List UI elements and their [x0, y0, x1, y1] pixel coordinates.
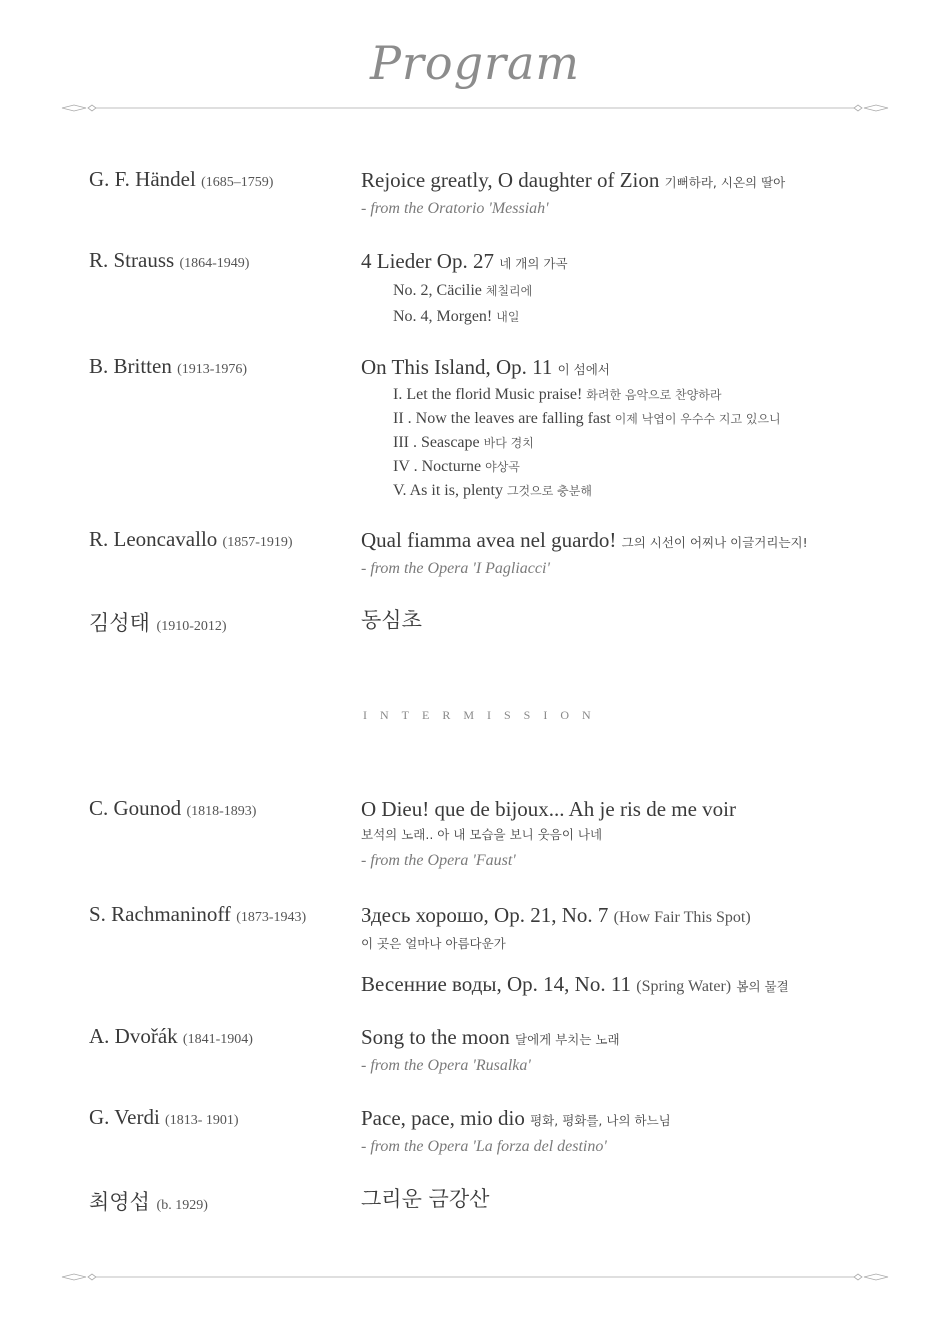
work: [361, 1024, 921, 1079]
work-source: - from the Opera 'La forza del destino': [361, 1138, 607, 1155]
work-source: - from the Opera 'Rusalka': [361, 1057, 531, 1074]
composer-years: (b. 1929): [156, 1198, 208, 1213]
composer: A. Dvořák (1841-1904): [89, 1024, 253, 1048]
work-title-korean: 달에게 부치는 노래: [515, 1032, 620, 1047]
work: [361, 248, 921, 329]
work: [361, 607, 921, 633]
composer: R. Leoncavallo (1857-1919): [89, 527, 293, 551]
work: [361, 902, 921, 1000]
movement: No. 2, Cäcilie 체칠리에: [393, 282, 533, 299]
composer: C. Gounod (1818-1893): [89, 796, 257, 820]
work-source: - from the Oratorio 'Messiah': [361, 200, 549, 217]
work-title-korean: 그의 시선이 어찌나 이글거리는지!: [621, 535, 808, 550]
work-title-korean: 기뻐하라, 시온의 딸아: [664, 175, 786, 190]
composer: R. Strauss (1864-1949): [89, 248, 250, 272]
work-title: Rejoice greatly, O daughter of Zion 기뻐하라, 시온의 딸아: [361, 168, 786, 192]
work-title-korean: 이 곳은 얼마나 아름다운가: [361, 936, 506, 951]
work-title: Здесь хорошо, Op. 21, No. 7 (How Fair This Spot): [361, 903, 751, 927]
work: [361, 527, 921, 582]
movement: No. 4, Morgen! 내일: [393, 308, 520, 325]
composer-years: (1873-1943): [236, 910, 307, 925]
work: [361, 167, 921, 222]
composer-years: (1913-1976): [177, 362, 248, 377]
composer: G. F. Händel (1685–1759): [89, 167, 274, 191]
work-title-korean: 보석의 노래.. 아 내 모습을 보니 웃음이 나네: [361, 827, 603, 842]
work-title: Pace, pace, mio dio 평화, 평화를, 나의 하느님: [361, 1106, 671, 1130]
work-title: 동심초: [361, 608, 422, 632]
composer: G. Verdi (1813- 1901): [89, 1105, 239, 1129]
composer-years: (1910-2012): [156, 619, 227, 634]
top-ornament-divider: [60, 101, 890, 115]
composer: B. Britten (1913-1976): [89, 354, 248, 378]
work-source: - from the Opera 'Faust': [361, 852, 516, 869]
composer: S. Rachmaninoff (1873-1943): [89, 902, 307, 926]
movement: III . Seascape 바다 경치: [393, 434, 534, 451]
composer: 김성태 (1910-2012): [89, 611, 227, 635]
movement: IV . Nocturne 야상곡: [393, 458, 520, 475]
program-title: Program: [369, 36, 581, 90]
movement: V. As it is, plenty 그것으로 충분해: [393, 482, 592, 499]
work-title: O Dieu! que de bijoux... Ah je ris de me voir: [361, 797, 737, 821]
composer-years: (1864-1949): [179, 256, 250, 271]
work-title: 그리운 금강산: [361, 1187, 490, 1211]
work-title-english: (Spring Water): [636, 978, 732, 995]
movement: II . Now the leaves are falling fast 이제 낙엽이 우수수 지고 있으니: [393, 410, 781, 427]
movement: I. Let the florid Music praise! 화려한 음악으로 찬양하라: [393, 386, 722, 403]
work: [361, 354, 921, 503]
work: [361, 1186, 921, 1212]
composer-years: (1818-1893): [186, 804, 257, 819]
work-title-korean: 이 섬에서: [557, 362, 610, 377]
composer-years: (1857-1919): [222, 535, 293, 550]
work-title-korean: 봄의 물결: [736, 979, 789, 994]
work: [361, 1105, 921, 1160]
work: [361, 796, 921, 874]
intermission-label: INTERMISSION: [363, 708, 604, 722]
work-title: On This Island, Op. 11 이 섬에서: [361, 355, 610, 379]
work-title-english: (How Fair This Spot): [613, 909, 751, 926]
work-title: Song to the moon 달에게 부치는 노래: [361, 1025, 620, 1049]
work-title-korean: 네 개의 가곡: [499, 256, 568, 271]
work-source: - from the Opera 'I Pagliacci': [361, 560, 550, 577]
work-title-korean: 평화, 평화를, 나의 하느님: [530, 1113, 671, 1128]
bottom-ornament-divider: [60, 1270, 890, 1284]
work-title: Qual fiamma avea nel guardo! 그의 시선이 어찌나 이글거리는지!: [361, 528, 808, 552]
composer-years: (1841-1904): [182, 1032, 253, 1047]
work-title: 4 Lieder Op. 27 네 개의 가곡: [361, 249, 568, 273]
composer-years: (1813- 1901): [165, 1113, 239, 1128]
work-title: Весенние воды, Op. 14, No. 11 (Spring Water) 봄의 물결: [361, 972, 789, 996]
composer-years: (1685–1759): [201, 175, 274, 190]
composer: 최영섭 (b. 1929): [89, 1190, 208, 1214]
